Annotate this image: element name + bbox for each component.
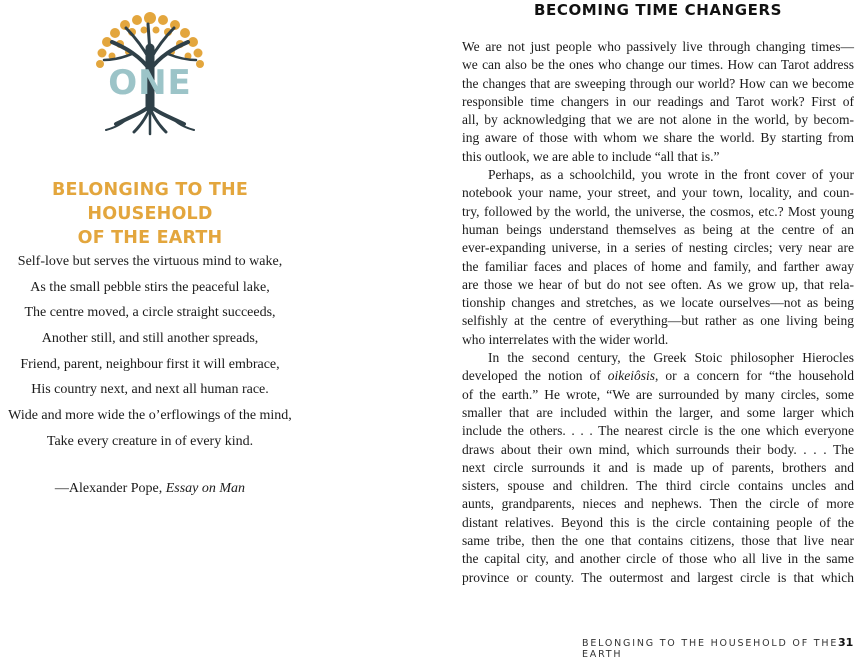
text-line: this outlook, we are able to include “all that is.” (462, 148, 720, 164)
text-line: We are not just people who passively live through changing times— (462, 39, 854, 54)
poem-line: As the small pebble stirs the peaceful lake, (30, 279, 270, 295)
text-fragment: developed the notion of (462, 368, 608, 384)
poem-line: Friend, parent, neighbour first it will embrace, (20, 356, 280, 372)
chapter-title (0, 178, 300, 250)
text-line: human beings understand themselves as being at the centre of an (462, 221, 854, 237)
body-text (462, 38, 854, 587)
text-line: the capital city, and another circle of those who all live in the same (462, 551, 854, 567)
chapter-ornament (82, 8, 218, 136)
page-number: 31 (838, 636, 854, 649)
attribution-author: —Alexander Pope, (54, 481, 166, 496)
text-line: the changes that are sweeping through our world? How can we become (462, 75, 854, 91)
text-line: Perhaps, as a schoolchild, you wrote in the front cover of your (488, 167, 854, 183)
text-line: province or county. The outermost and largest circle is that which (462, 569, 854, 585)
text-fragment: , or a concern for “the household (654, 368, 855, 384)
chapter-number: ONE (108, 63, 192, 103)
poem-line: Another still, and still another spreads, (41, 331, 259, 347)
epigraph-attribution (0, 480, 300, 498)
poem-line: Wide and more wide the o’erflowings of the mind, (8, 408, 292, 424)
epigraph-poem (0, 249, 300, 455)
text-line: next circle surrounds it and is made up of parents, brothers and (462, 459, 854, 475)
text-line: responsible time changers in our readings and Tarot work? First of (462, 93, 854, 109)
text-line: same tribe, then the one that contains citizens, those that live near (462, 533, 854, 549)
text-line: aunts, grandparents, nieces and nephews. Then the circle of more (462, 496, 854, 512)
left-page (0, 0, 300, 654)
text-line: distant relatives. Beyond this is the circle containing people of the (462, 514, 854, 530)
text-line: In the second century, the Greek Stoic philosopher Hierocles (488, 350, 854, 366)
text-line: of the earth.” He wrote, “We are surrounded by many circles, some (462, 386, 854, 402)
text-line: include the others. . . . The nearest circle is the one which everyone (462, 423, 854, 439)
text-line: smaller that are included within the larger, and some larger which (462, 404, 854, 420)
text-line (462, 367, 854, 385)
text-line: selfishly at the centre of everything—but rather as one living being (462, 313, 854, 329)
poem-line: The centre moved, a circle straight succeeds, (24, 305, 276, 321)
text-line: notebook your name, your street, and your town, locality, and coun- (462, 185, 854, 201)
chapter-title-line: BELONGING TO THE HOUSEHOLD (52, 180, 248, 224)
text-line: the familiar faces and places of home and family, and farther away (462, 258, 854, 274)
text-line: we can also be the ones who change our times. How can Tarot address (462, 57, 854, 73)
text-line: try, followed by the world, the universe, the cosmos, etc.? Most young (462, 203, 854, 219)
poem-line: Take every creature in of every kind. (46, 433, 254, 449)
text-line: draws about their own mind, which surrounds their body. . . . The (462, 441, 854, 457)
text-line: ever-expanding universe, in a series of nesting circles; very near are (462, 240, 854, 256)
italic-term: oikeiôsis (607, 368, 655, 384)
text-line: who interrelates with the wider world. (462, 331, 669, 347)
poem-line: Self-love but serves the virtuous mind to wake, (17, 254, 283, 269)
chapter-title-line: OF THE EARTH (77, 228, 223, 248)
text-line: sisters, spouse and children. The third circle contains uncles and (462, 478, 854, 494)
footer-running-title: BELONGING TO THE HOUSEHOLD OF THE EARTH (582, 638, 839, 660)
text-line: are those we hear of but do not see often. As we grow up, that rela- (462, 276, 854, 292)
poem-line: His country next, and next all human race. (31, 382, 269, 398)
text-line: all, by acknowledging that we are not alone in the world, by becom- (462, 112, 854, 128)
text-line: tionship changes and stretches, as we locate ourselves—not as being (462, 295, 854, 311)
text-line: ing aware of those with whom we share the world. By starting from (462, 130, 854, 146)
running-head: BECOMING TIME CHANGERS (533, 1, 783, 19)
attribution-work: Essay on Man (165, 481, 246, 496)
right-page (462, 0, 854, 654)
